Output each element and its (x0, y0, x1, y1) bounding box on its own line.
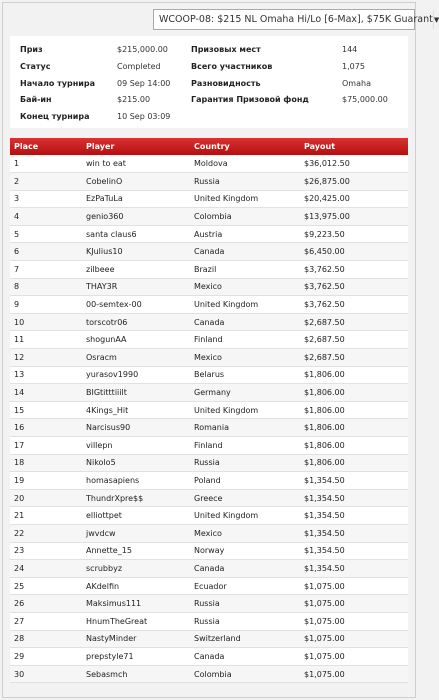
country-cell: Mexico (190, 278, 300, 296)
tournament-select[interactable] (153, 9, 439, 30)
country-cell: Greece (190, 489, 300, 507)
place-cell: 17 (10, 437, 82, 455)
player-cell: villepn (82, 437, 190, 455)
country-cell: United Kingdom (190, 401, 300, 419)
entrants-label: Всего участников (191, 62, 273, 71)
results-body (10, 155, 408, 683)
payout-cell: $3,762.50 (300, 261, 408, 279)
table-row (10, 331, 408, 349)
country-cell: Norway (190, 542, 300, 560)
place-cell: 1 (10, 155, 82, 173)
paid-places-value: 144 (342, 45, 358, 54)
country-cell: Canada (190, 560, 300, 578)
payout-cell: $1,354.50 (300, 542, 408, 560)
payout-cell: $1,806.00 (300, 419, 408, 437)
table-row (10, 560, 408, 578)
player-cell: HnumTheGreat (82, 612, 190, 630)
place-cell: 27 (10, 612, 82, 630)
place-cell: 21 (10, 507, 82, 525)
guarantee-value: $75,000.00 (342, 95, 388, 104)
place-cell: 3 (10, 190, 82, 208)
table-row (10, 296, 408, 314)
table-row (10, 278, 408, 296)
place-cell: 20 (10, 489, 82, 507)
place-cell: 8 (10, 278, 82, 296)
table-row (10, 173, 408, 191)
table-row (10, 577, 408, 595)
entrants-value: 1,075 (342, 62, 365, 71)
table-row (10, 243, 408, 261)
buyin-value: $215.00 (117, 95, 151, 104)
country-cell: Moldova (190, 155, 300, 173)
table-row (10, 401, 408, 419)
payout-cell: $1,354.50 (300, 472, 408, 490)
payout-cell: $9,223.50 (300, 225, 408, 243)
country-cell: Russia (190, 612, 300, 630)
table-row (10, 349, 408, 367)
table-row (10, 419, 408, 437)
tournament-select-value[interactable]: WCOOP-08: $215 NL Omaha Hi/Lo [6-Max], $75K Guarant (159, 14, 433, 25)
payout-cell: $1,354.50 (300, 507, 408, 525)
place-cell: 24 (10, 560, 82, 578)
place-cell: 28 (10, 630, 82, 648)
country-cell: Russia (190, 454, 300, 472)
place-cell: 9 (10, 296, 82, 314)
payout-cell: $36,012.50 (300, 155, 408, 173)
place-cell: 15 (10, 401, 82, 419)
payout-cell: $20,425.00 (300, 190, 408, 208)
place-cell: 18 (10, 454, 82, 472)
player-cell: Annette_15 (82, 542, 190, 560)
end-value: 10 Sep 03:09 (117, 112, 171, 121)
payout-cell: $2,687.50 (300, 349, 408, 367)
place-cell: 23 (10, 542, 82, 560)
country-cell: Germany (190, 384, 300, 402)
table-row (10, 542, 408, 560)
place-cell: 16 (10, 419, 82, 437)
country-cell: Mexico (190, 524, 300, 542)
results-table (10, 138, 408, 683)
table-row (10, 384, 408, 402)
country-cell: Canada (190, 243, 300, 261)
country-cell: United Kingdom (190, 190, 300, 208)
country-cell: Finland (190, 437, 300, 455)
country-cell: Romania (190, 419, 300, 437)
table-row (10, 507, 408, 525)
table-row (10, 225, 408, 243)
table-row (10, 155, 408, 173)
game-type-label: Разновидность (191, 79, 261, 88)
table-row (10, 472, 408, 490)
player-cell: ThundrXpre$$ (82, 489, 190, 507)
place-cell: 2 (10, 173, 82, 191)
place-cell: 4 (10, 208, 82, 226)
player-cell: EzPaTuLa (82, 190, 190, 208)
start-label: Начало турнира (20, 79, 95, 88)
payout-cell: $3,762.50 (300, 278, 408, 296)
country-cell: Ecuador (190, 577, 300, 595)
country-cell: Canada (190, 313, 300, 331)
player-cell: CobelinO (82, 173, 190, 191)
player-cell: genio360 (82, 208, 190, 226)
place-cell: 5 (10, 225, 82, 243)
place-cell: 14 (10, 384, 82, 402)
country-cell: Brazil (190, 261, 300, 279)
table-row (10, 524, 408, 542)
tournament-info-panel (10, 36, 408, 128)
end-label: Конец турнира (20, 112, 90, 121)
player-cell: 4Kings_Hit (82, 401, 190, 419)
place-cell: 12 (10, 349, 82, 367)
table-row (10, 366, 408, 384)
player-cell: Maksimus111 (82, 595, 190, 613)
country-cell: Colombia (190, 208, 300, 226)
country-cell: United Kingdom (190, 296, 300, 314)
payout-cell: $1,354.50 (300, 524, 408, 542)
table-row (10, 261, 408, 279)
column-header-player[interactable]: Player (86, 142, 115, 151)
place-cell: 19 (10, 472, 82, 490)
payout-cell: $1,806.00 (300, 437, 408, 455)
place-cell: 22 (10, 524, 82, 542)
player-cell: BIGtitttiiilt (82, 384, 190, 402)
payout-cell: $1,075.00 (300, 665, 408, 683)
place-cell: 7 (10, 261, 82, 279)
country-cell: Switzerland (190, 630, 300, 648)
payout-cell: $1,806.00 (300, 384, 408, 402)
payout-cell: $1,075.00 (300, 612, 408, 630)
place-cell: 30 (10, 665, 82, 683)
payout-cell: $1,075.00 (300, 577, 408, 595)
chevron-down-icon[interactable]: ▼ (433, 10, 439, 29)
player-cell: elliottpet (82, 507, 190, 525)
player-cell: AKdelfin (82, 577, 190, 595)
column-header-payout[interactable]: Payout (304, 142, 336, 151)
place-cell: 10 (10, 313, 82, 331)
place-cell: 11 (10, 331, 82, 349)
table-row (10, 665, 408, 683)
payout-cell: $26,875.00 (300, 173, 408, 191)
player-cell: Sebasmch (82, 665, 190, 683)
status-value: Completed (117, 62, 161, 71)
prize-value: $215,000.00 (117, 45, 168, 54)
player-cell: THAY3R (82, 278, 190, 296)
place-cell: 25 (10, 577, 82, 595)
country-cell: Canada (190, 648, 300, 666)
player-cell: KJulius10 (82, 243, 190, 261)
payout-cell: $3,762.50 (300, 296, 408, 314)
table-row (10, 489, 408, 507)
payout-cell: $1,075.00 (300, 648, 408, 666)
results-header-row (10, 138, 408, 155)
table-row (10, 190, 408, 208)
place-cell: 29 (10, 648, 82, 666)
country-cell: Colombia (190, 665, 300, 683)
payout-cell: $13,975.00 (300, 208, 408, 226)
country-cell: Mexico (190, 349, 300, 367)
country-cell: Belarus (190, 366, 300, 384)
payout-cell: $2,687.50 (300, 331, 408, 349)
payout-cell: $1,806.00 (300, 401, 408, 419)
player-cell: Osracm (82, 349, 190, 367)
player-cell: homasapiens (82, 472, 190, 490)
results-table-container (10, 138, 408, 683)
table-row (10, 437, 408, 455)
payout-cell: $1,354.50 (300, 560, 408, 578)
table-row (10, 612, 408, 630)
player-cell: shogunAA (82, 331, 190, 349)
place-cell: 13 (10, 366, 82, 384)
payout-cell: $1,806.00 (300, 454, 408, 472)
payout-cell: $2,687.50 (300, 313, 408, 331)
country-cell: Finland (190, 331, 300, 349)
country-cell: Russia (190, 595, 300, 613)
payout-cell: $1,075.00 (300, 595, 408, 613)
player-cell: yurasov1990 (82, 366, 190, 384)
place-cell: 6 (10, 243, 82, 261)
table-row (10, 595, 408, 613)
table-row (10, 630, 408, 648)
player-cell: Nikolo5 (82, 454, 190, 472)
player-cell: zilbeee (82, 261, 190, 279)
player-cell: prepstyle71 (82, 648, 190, 666)
table-row (10, 648, 408, 666)
player-cell: 00-semtex-00 (82, 296, 190, 314)
table-row (10, 454, 408, 472)
country-cell: Austria (190, 225, 300, 243)
prize-label: Приз (20, 45, 43, 54)
player-cell: scrubbyz (82, 560, 190, 578)
status-label: Статус (20, 62, 51, 71)
game-type-value: Omaha (342, 79, 371, 88)
table-row (10, 208, 408, 226)
payout-cell: $1,075.00 (300, 630, 408, 648)
player-cell: santa claus6 (82, 225, 190, 243)
player-cell: Narcisus90 (82, 419, 190, 437)
payout-cell: $1,354.50 (300, 489, 408, 507)
country-cell: Russia (190, 173, 300, 191)
buyin-label: Бай-ин (20, 95, 52, 104)
country-cell: Poland (190, 472, 300, 490)
place-cell: 26 (10, 595, 82, 613)
start-value: 09 Sep 14:00 (117, 79, 171, 88)
player-cell: win to eat (82, 155, 190, 173)
guarantee-label: Гарантия Призовой фонд (191, 95, 309, 104)
country-cell: United Kingdom (190, 507, 300, 525)
player-cell: jwvdcw (82, 524, 190, 542)
payout-cell: $1,806.00 (300, 366, 408, 384)
player-cell: torscotr06 (82, 313, 190, 331)
payout-cell: $6,450.00 (300, 243, 408, 261)
column-header-place[interactable]: Place (14, 142, 39, 151)
player-cell: NastyMinder (82, 630, 190, 648)
table-row (10, 313, 408, 331)
column-header-country[interactable]: Country (194, 142, 230, 151)
paid-places-label: Призовых мест (191, 45, 261, 54)
